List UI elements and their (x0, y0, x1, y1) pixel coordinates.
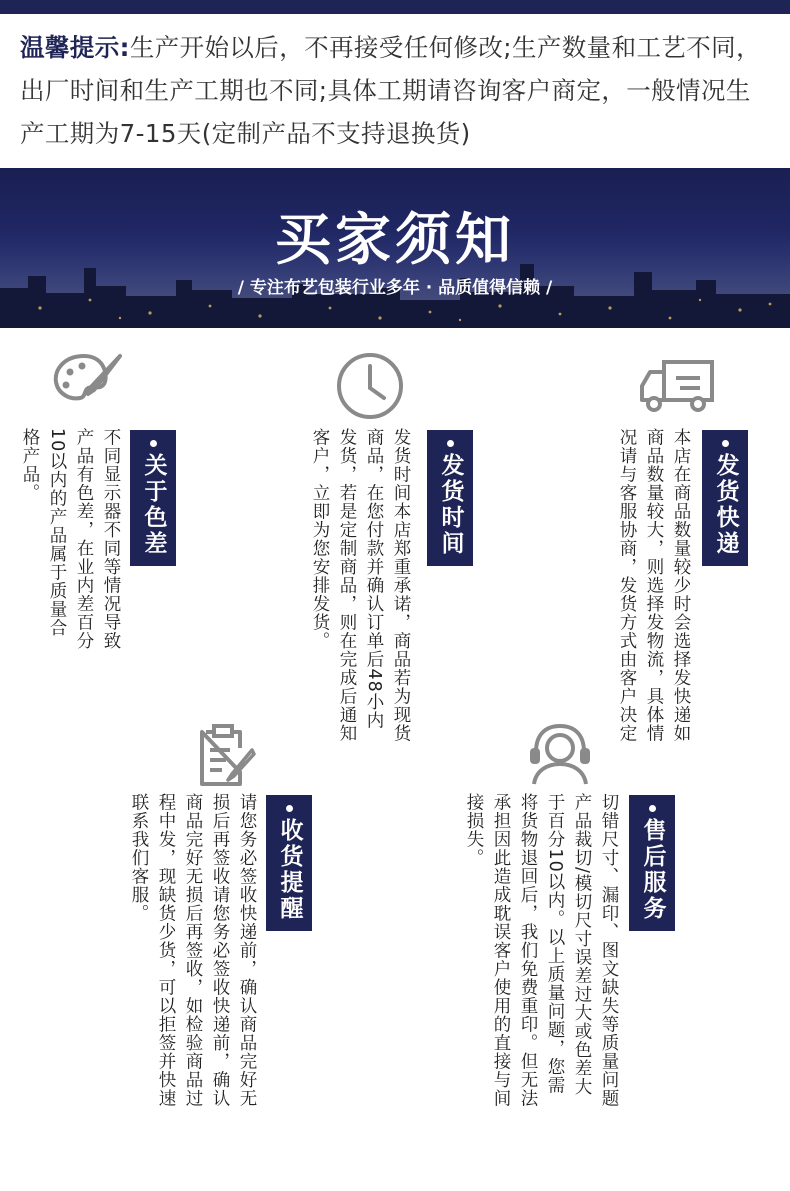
tag-dot (150, 440, 157, 447)
tag-ship-time (427, 430, 473, 566)
color-diff-body: 不同显示器不同等情况导致产品有色差，在业内差百分10以内的产品属于质量合格产品。 (20, 428, 121, 650)
tag-dot (649, 805, 656, 812)
tag-ship-time-title: 发货时间 (437, 453, 464, 557)
receipt-body: 请您务必签收快递前，确认商品完好无损后再签收请您务必签收快递前，确认商品完好无损后再签收，如检验商品过程中发，现缺货少货，可以拒签并快速联系我们客服。 (129, 793, 257, 1108)
tag-color-diff-title: 关于色差 (140, 453, 167, 557)
headset-icon (526, 722, 594, 786)
notice-text (20, 26, 772, 155)
banner-subtitle: / 专注布艺包装行业多年 · 品质值得信赖 / (237, 278, 553, 298)
tag-receipt (266, 795, 312, 931)
tag-dot (722, 440, 729, 447)
banner-title: 买家须知 (275, 208, 515, 273)
tag-express (702, 430, 748, 566)
clock-icon (334, 350, 406, 422)
top-accent-bar (0, 0, 790, 14)
tag-color-diff (130, 430, 176, 566)
tag-after-sales-title: 售后服务 (639, 818, 666, 922)
tag-receipt-title: 收货提醒 (276, 818, 303, 922)
after-sales-body: 切错尺寸、漏印、图文缺失等质量问题产品裁切/模切尺寸误差过大或色差大于百分10以内。以上质量问题，您需将货物退回后，我们免费重印。但无法承担因此造成耽误客户使用的直接与间接损失。 (464, 793, 619, 1108)
notice-label: 温馨提示: (20, 33, 130, 62)
express-body: 本店在商品数量较少时会选择发快递如商品数量较大，则选择发物流，具体情况请与客服协商，发货方式由客户决定 (617, 428, 691, 743)
tag-dot (447, 440, 454, 447)
banner (0, 168, 790, 328)
tag-after-sales (629, 795, 675, 931)
clipboard-icon (196, 722, 256, 788)
palette-icon (50, 350, 124, 406)
ship-time-body: 发货时间本店郑重承诺，商品若为现货商品，在您付款并确认订单后48小内发货，若是定制商品，则在完成后通知客户，立即为您安排发货。 (310, 428, 411, 743)
tag-express-title: 发货快递 (712, 453, 739, 557)
notice-body: 生产开始以后，不再接受任何修改;生产数量和工艺不同，出厂时间和生产工期也不同;具体工期请咨询客户商定，一般情况生产工期为7-15天(定制产品不支持退换货) (20, 33, 761, 148)
tag-dot (286, 805, 293, 812)
truck-icon (638, 356, 716, 416)
